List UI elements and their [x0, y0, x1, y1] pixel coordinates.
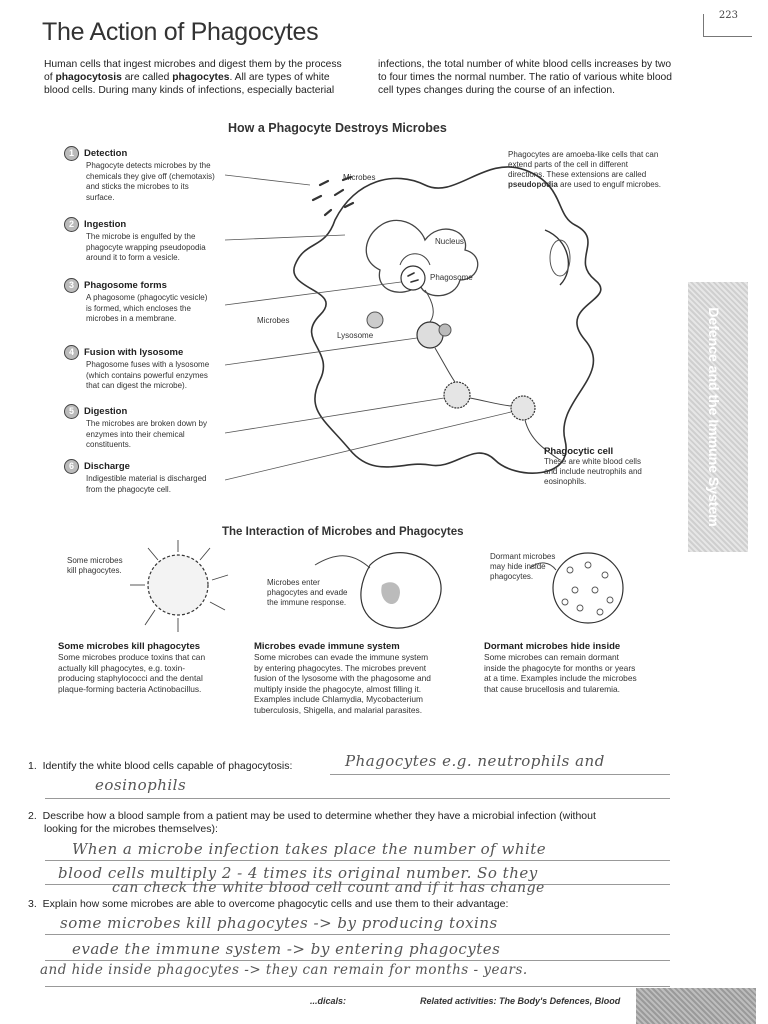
step-5-title: Digestion	[84, 406, 128, 418]
evading-phagocyte	[361, 553, 441, 628]
digestion-circle	[444, 382, 470, 408]
page-title: The Action of Phagocytes	[42, 18, 319, 46]
step-4-title: Fusion with lysosome	[84, 347, 184, 359]
killed-phagocyte	[148, 555, 208, 615]
footer-left: ...dicals:	[310, 996, 347, 1006]
step-1: 1 Detection Phagocyte detects microbes by the chemicals they give off (chemotaxis) and sticks the microbes to its surface.	[64, 146, 234, 203]
destroy-heading: How a Phagocyte Destroys Microbes	[228, 121, 447, 135]
dormant-label: Dormant microbes may hide inside phagocytes.	[490, 552, 556, 581]
chapter-sidebar-tab	[688, 282, 748, 552]
lysosome-circle	[367, 312, 383, 328]
microbes-outside	[313, 177, 353, 215]
intro-left-line-2: of phagocytosis are called phagocytes. All are types of white	[44, 72, 330, 83]
intro-right-line-3: cell types changes during the course of an infection.	[378, 85, 615, 96]
step-2-title: Ingestion	[84, 219, 127, 231]
question-3: 3. Explain how some microbes are able to overcome phagocytic cells and use them to their advantage:	[28, 898, 509, 910]
interaction-heading: The Interaction of Microbes and Phagocytes	[222, 526, 464, 538]
pseudopodia-note: Phagocytes are amoeba-like cells that can extend parts of the cell in different directions. These extensions are called pseudopodia are used to engulf microbes.	[508, 150, 661, 189]
question-1: 1. Identify the white blood cells capable of phagocytosis:	[28, 760, 293, 772]
phagosome-circle	[401, 266, 425, 290]
question-2: 2. Describe how a blood sample from a patient may be used to determine whether they have a microbial infection (without looking for the microbes themselves):	[28, 810, 596, 835]
intro-right-line-2: to four times the normal number. The ratio of various white blood	[378, 72, 672, 83]
label-microbes-left: Microbes	[257, 316, 290, 325]
col-evade: Microbes evade immune system Some microbes can evade the immune system by entering phagocytes. The microbes prevent fusion of the lysosome with the phagosome and multiply inside the phagocyte, almost filling it. Examples include Chlamydia, Mycobacterium tuberculosis, Shigella, and malarial parasites.	[254, 641, 431, 715]
sidebar-label: Defence and the Immune System	[706, 307, 722, 527]
step-2: 2 Ingestion The microbe is engulfed by the phagocyte wrapping pseudopodia around it to form a vesicle.	[64, 217, 234, 264]
answer-2-line-3[interactable]: can check the white blood cell count and if it has change	[112, 880, 545, 896]
microbe-cluster-right	[550, 240, 570, 276]
page-number: 223	[718, 10, 738, 21]
answer-3-line-3[interactable]: and hide inside phagocytes -> they can remain for months - years.	[40, 962, 528, 978]
phagocytic-cell-label: Phagocytic cell These are white blood cells and include neutrophils and eosinophils.	[544, 446, 642, 486]
step-2-icon: 2	[64, 217, 79, 232]
step-3-title: Phagosome forms	[84, 280, 167, 292]
intro-left-line-3: blood cells. During many kinds of infections, especially bacterial	[44, 85, 335, 96]
step-6: 6 Discharge Indigestible material is discharged from the phagocyte cell.	[64, 459, 234, 495]
fusion-circle	[417, 322, 443, 348]
intro-left-line-1: Human cells that ingest microbes and digest them by the process	[44, 59, 342, 70]
discharge-circle	[511, 396, 535, 420]
answer-1-line-2[interactable]: eosinophils	[95, 776, 187, 794]
col-dormant: Dormant microbes hide inside Some microbes can remain dormant inside the phagocyte for months or years at a time. Examples include the microbes that cause brucellosis and tularemia.	[484, 641, 637, 694]
intro-right-line-1: infections, the total number of white blood cells increases by two	[378, 59, 672, 70]
step-1-icon: 1	[64, 146, 79, 161]
answer-3-line-1[interactable]: some microbes kill phagocytes -> by producing toxins	[60, 914, 498, 932]
col-kill: Some microbes kill phagocytes Some microbes produce toxins that can actually kill phagocytes, e.g. toxin- producing staphylococci and the dental plaque-forming bacteria Actinobacillus.	[58, 641, 206, 694]
footer-tab	[636, 988, 756, 1024]
answer-1-line-1[interactable]: Phagocytes e.g. neutrophils and	[345, 752, 605, 770]
intro-right	[378, 58, 698, 97]
pseudopod-right	[545, 230, 568, 285]
label-lysosome: Lysosome	[337, 331, 374, 340]
step-6-icon: 6	[64, 459, 79, 474]
step-3-icon: 3	[64, 278, 79, 293]
evade-label: Microbes enter phagocytes and evade the immune response.	[267, 578, 348, 607]
step-5: 5 Digestion The microbes are broken down by enzymes into their chemical constituents.	[64, 404, 234, 451]
step-4-icon: 4	[64, 345, 79, 360]
footer-related: Related activities: The Body's Defences, Blood	[420, 996, 621, 1006]
answer-2-line-2[interactable]: blood cells multiply 2 - 4 times its original number. So they	[58, 864, 538, 882]
dormant-phagocyte	[553, 553, 623, 623]
kill-label: Some microbes kill phagocytes.	[67, 556, 123, 575]
step-1-title: Detection	[84, 148, 128, 160]
step-5-icon: 5	[64, 404, 79, 419]
step-6-title: Discharge	[84, 461, 130, 473]
step-4: 4 Fusion with lysosome Phagosome fuses with a lysosome (which contains powerful enzymes that can digest the microbe).	[64, 345, 234, 392]
intro-left	[44, 58, 374, 97]
interaction-diagram	[60, 540, 660, 640]
label-phagosome: Phagosome	[430, 273, 473, 282]
step-3: 3 Phagosome forms A phagosome (phagocytic vesicle) is formed, which encloses the microbes in a membrane.	[64, 278, 234, 325]
label-nucleus: Nucleus	[435, 237, 464, 246]
label-microbes-top: Microbes	[343, 173, 376, 182]
answer-2-line-1[interactable]: When a microbe infection takes place the number of white	[72, 840, 547, 858]
answer-3-line-2[interactable]: evade the immune system -> by entering phagocytes	[72, 940, 501, 958]
